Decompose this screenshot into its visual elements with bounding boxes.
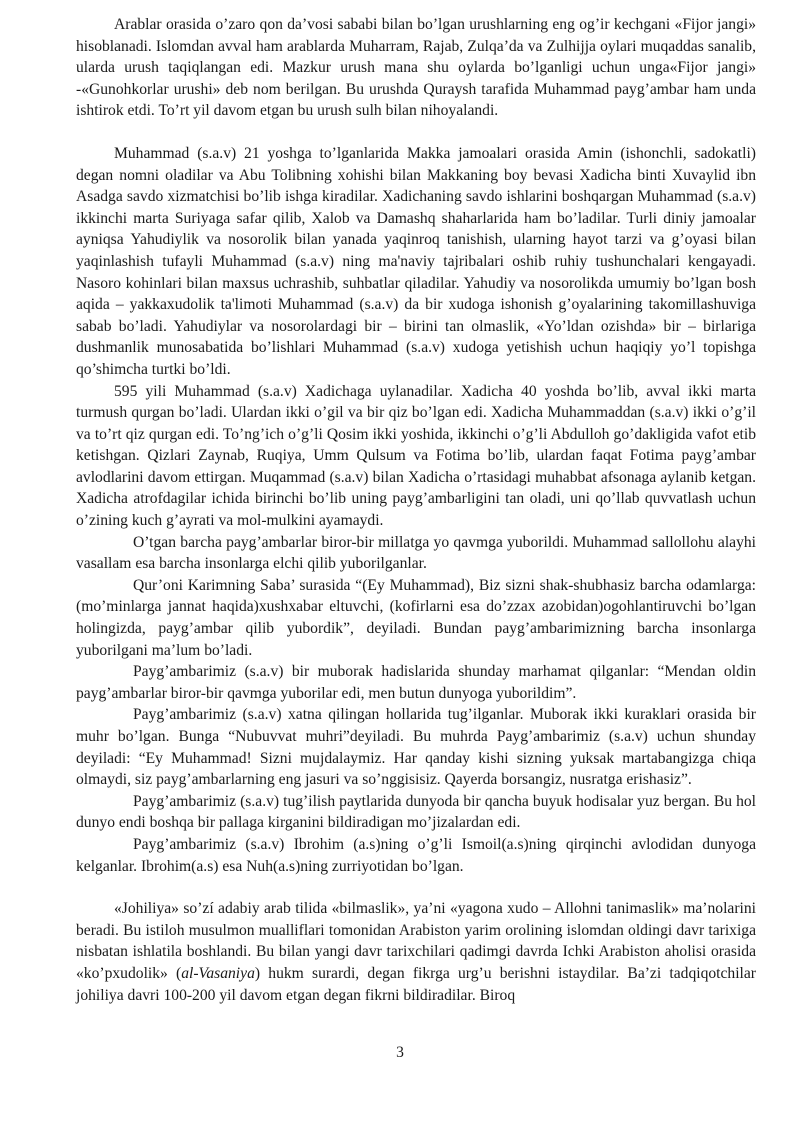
page-body: [76, 14, 756, 1006]
paragraph-amin-trade: Muhammad (s.a.v) 21 yoshga to’lganlarida Makka jamoalari orasida Amin (ishonchli, sadokatli) degan nomni oladilar va Abu Tolibning xohishi bilan Makkaning boy bevasi Xadicha binti Xuvaylid ibn Asadga savdo xizmatchisi bo’lib ishga kiradilar. Xadichaning savdo ishlarini boshqargan Muhammad (s.a.v) ikkinchi marta Suriyaga safar qilib, Xalob va Damashq shaharlarida ham bo’ladilar. Turli diniy jamoalar ayniqsa Yahudiylik va nosorolik bilan yanada yaqinroq tanishish, ularning hayot tarzi va g’oyasi bilan yaqinlashish tufayli Muhammad (s.a.v) ning ma'naviy tajribalari oshib ruhiy tushunchalari kengayadi. Nasoro kohinlari bilan maxsus uchrashib, suhbatlar qiladilar. Yahudiy va nosorolikda umumiy bo’lgan bosh aqida – yakkaxudolik ta'limoti Muhammad (s.a.v) da bir xudoga ishonish g’oyalarining takomillashuviga sabab bo’ladi. Yahudiylar va nosorolardagi bir – birini tan olmaslik, «Yo’ldan ozishda» bir – birlariga dushmanlik munosabatida bo’lishlari Muhammad (s.a.v) xudoga yetishish uchun haqiqiy yo’l topishga qo’shimcha turtki bo’ldi.: [76, 144, 756, 378]
paragraph-prophets-sent: O’tgan barcha payg’ambarlar biror-bir millatga yo qavmga yuborildi. Muhammad sallollohu alayhi vasallam esa barcha insonlarga elchi qilib yuborilganlar.: [76, 533, 756, 573]
page-number: 3: [396, 1044, 404, 1061]
johiliya-text-lead: «Johiliya» so’zí adabiy arab tilida «bilmaslik», ya’ni «yagona xudo – Allohni tanimaslik» ma’nolarini beradi. Bu istiloh musulmon mualliflari tomonidan Arabiston yarim orolining islomdan oldingi davr tarixiga nisbatan ishlatila boshlandi. Bu bilan yangi davr tarixchilari qadimgi davrda Ichki Arabiston aholisi orasida «ko’pxudolik» (: [76, 900, 756, 982]
johiliya-text-tail: ) hukm surardi, degan fikrga urg’u berishni istaydilar. Ba’zi tadqiqotchilar johiliya davri 100-200 yil davom etgan degan fikrni bildiradilar. Biroq: [76, 964, 756, 1004]
johiliya-term: al-Vasaniya: [181, 964, 255, 982]
paragraph-lineage: Payg’ambarimiz (s.a.v) Ibrohim (a.s)ning o’g’li Ismoil(a.s)ning qirqinchi avlodidan dunyoga kelganlar. Ibrohim(a.s) esa Nuh(a.s)ning zurriyotidan bo’lgan.: [76, 835, 756, 875]
paragraph-seal-of-prophethood: Payg’ambarimiz (s.a.v) xatna qilingan hollarida tug’ilganlar. Muborak ikki kuraklari orasida bir muhr bo’lgan. Bunga “Nubuvvat muhri”deyiladi. Bu muhrda Payg’ambarimiz (s.a.v) uchun shunday deyiladi: “Ey Muhammad! Sizni mujdalaymiz. Har qanday kishi sizning yuksak martabangizga chiqa olmaydi, siz payg’ambarlarning eng jasuri va so’nggisisiz. Qayerda borsangiz, nusratga erishasiz”.: [76, 706, 756, 789]
paragraph-fijor-war: Arablar orasida o’zaro qon da’vosi sababi bilan bo’lgan urushlarning eng og’ir kechgani «Fijor jangi» hisoblanadi. Islomdan avval ham arablarda Muharram, Rajab, Zulqa’da va Zulhijja oylari muqaddas sanalib, ularda urush taqiqlangan edi. Mazkur urush mana shu oylarda bo’lganligi uchun unga«Fijor jangi» -«Gunohkorlar urushi» deb nom berilgan. Bu urushda Quraysh tarafida Muhammad payg’ambar ham unda ishtirok etdi. To’rt yil davom etgan bu urush sulh bilan nihoyalandi.: [76, 16, 756, 120]
paragraph-marriage-khadija: 595 yili Muhammad (s.a.v) Xadichaga uylanadilar. Xadicha 40 yoshda bo’lib, avval ikki marta turmush qurgan bo’ladi. Ulardan ikki o’gil va bir qiz bo’lgan edi. Xadicha Muhammaddan (s.a.v) ikki o’g’il va to’rt qiz qurgan edi. To’ng’ich o’g’li Qosim ikki yoshida, ikkinchi o’g’li Abdulloh go’dakligida vafot etib ketishgan. Qizlari Zaynab, Ruqiya, Umm Qulsum va Fotima bo’lib, ulardan faqat Fotima payg’ambar avlodlarini davom ettirgan. Muqammad (s.a.v) bilan Xadicha o’rtasidagi muhabbat afsonaga aylanib ketgan. Xadicha atrofdagilar ichida birinchi bo’lib uning payg’ambarligini tan oladi, uni qo’llab quvvatlash uchun o’zining kuch g’ayrati va mol-mulkini ayamaydi.: [76, 382, 756, 530]
paragraph-birth-events: Payg’ambarimiz (s.a.v) tug’ilish paytlarida dunyoda bir qancha buyuk hodisalar yuz bergan. Bu hol dunyo endi boshqa bir pallaga kirganini bildiradigan mo’jizalardan edi.: [76, 792, 756, 832]
paragraph-johiliya: [76, 898, 756, 1006]
paragraph-saba-surah: Qur’oni Karimning Saba’ surasida “(Ey Muhammad), Biz sizni shak-shubhasiz barcha odamlarga: (mo’minlarga jannat haqida)xushxabar eltuvchi, (kofirlarni esa do’zzax azobidan)ogohlantiruvchi bo’lgan holingizda, payg’ambar qilib yubordik”, deyiladi. Bundan payg’ambarimizning barcha insonlarga yuborilgani ma’lum bo’ladi.: [76, 576, 756, 659]
paragraph-hadith: Payg’ambarimiz (s.a.v) bir muborak hadislarida shunday marhamat qilganlar: “Mendan oldin payg’ambarlar biror-bir qavmga yuborilar edi, men butun dunyoga yuborildim”.: [76, 663, 756, 702]
